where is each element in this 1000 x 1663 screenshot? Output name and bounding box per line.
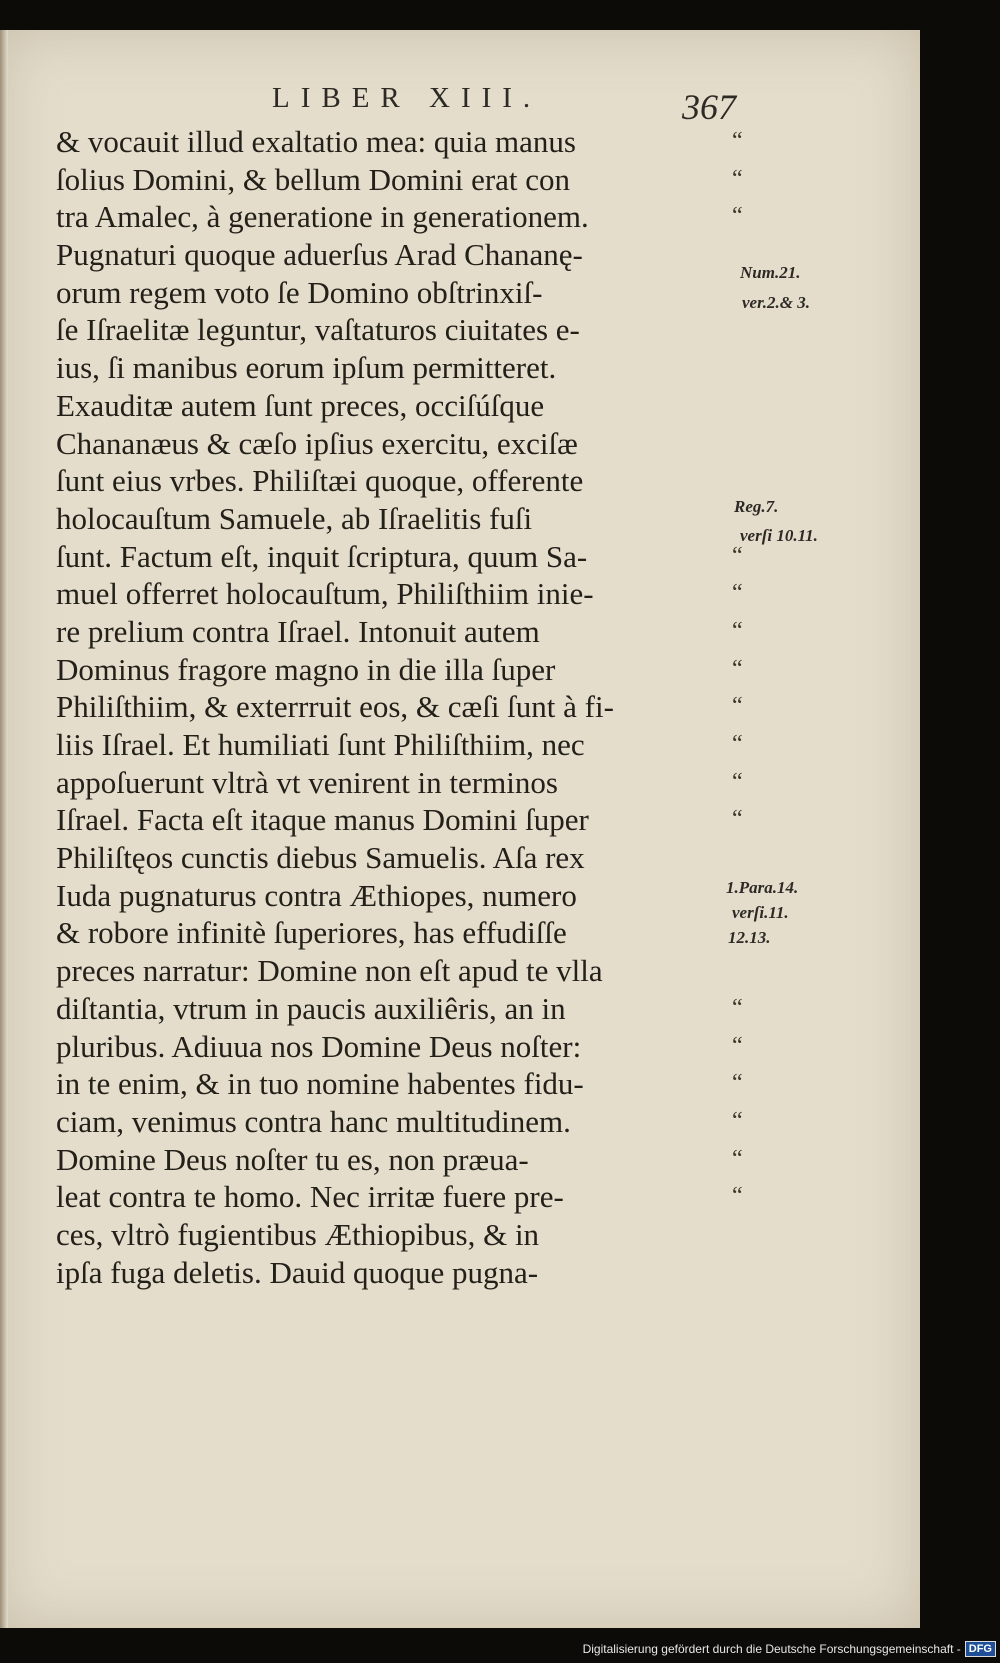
- line-text: Chananæus & cæſo ipſius exercitu, exciſæ: [56, 425, 578, 461]
- line-text: ces, vltrò fugientibus Æthiopibus, & in: [56, 1216, 540, 1252]
- quote-mark: “: [732, 203, 743, 230]
- marginal-gloss: 12.13.: [728, 928, 771, 947]
- quote-mark: “: [732, 617, 743, 644]
- line-text: diſtantia, vtrum in paucis auxiliêris, an in: [56, 990, 566, 1026]
- quote-mark: “: [732, 806, 743, 833]
- body-text: [56, 123, 756, 1291]
- quote-mark: “: [732, 1145, 743, 1172]
- quote-mark: “: [732, 994, 743, 1021]
- line-text: & robore infinitè ſuperiores, has effudiſſe: [56, 915, 567, 951]
- digitization-credit: [583, 1639, 996, 1659]
- page-header: [0, 82, 1000, 126]
- line-text: liis Iſrael. Et humiliati ſunt Philiſthiim, nec: [56, 727, 585, 762]
- line-text: in te enim, & in tuo nomine habentes fidu-: [56, 1066, 584, 1102]
- running-head: LIBER XIII.: [272, 82, 542, 114]
- line-text: holocauſtum Samuele, ab Iſraelitis fuſi: [56, 500, 533, 536]
- line-text: Pugnaturi quoque aduerſus Arad Chananę-: [56, 237, 583, 273]
- marginal-gloss: Num.21.: [740, 263, 801, 282]
- marginal-gloss: verſi 10.11.: [740, 526, 818, 545]
- quote-mark: “: [732, 1183, 743, 1210]
- line-text: ius, ſi manibus eorum ipſum permitteret.: [56, 350, 557, 386]
- line-text: preces narratur: Domine non eſt apud te vlla: [56, 953, 603, 989]
- line-text: Domine Deus noſter tu es, non præua-: [56, 1141, 529, 1177]
- page-edge: [0, 30, 8, 1628]
- text-line: [56, 462, 756, 500]
- quote-mark: “: [732, 542, 743, 569]
- line-text: Philiſtęos cunctis diebus Samuelis. Aſa rex: [56, 840, 585, 876]
- line-text: Philiſthiim, & exterrruit eos, & cæſi ſunt à fi-: [56, 689, 614, 725]
- marginal-gloss: 1.Para.14.: [726, 878, 799, 897]
- quote-mark: “: [732, 768, 743, 795]
- text-line: [56, 425, 756, 463]
- line-text: ciam, venimus contra hanc multitudinem.: [56, 1103, 571, 1139]
- line-text: ſunt. Factum eſt, inquit ſcriptura, quum Sa-: [56, 538, 588, 574]
- text-line: [56, 311, 756, 349]
- line-text: muel offerret holocauſtum, Philiſthiim inie-: [56, 576, 594, 612]
- text-line: [56, 123, 756, 161]
- line-text: appoſuerunt vltrà vt venirent in terminos: [56, 764, 558, 800]
- quote-mark: “: [732, 655, 743, 682]
- text-line: [56, 575, 756, 613]
- text-line: [56, 161, 756, 199]
- line-text: ſe Iſraelitæ leguntur, vaſtaturos ciuitates e-: [56, 312, 580, 348]
- text-line: [56, 801, 756, 839]
- line-text: leat contra te homo. Nec irritæ fuere pre-: [56, 1179, 564, 1215]
- text-line: [56, 990, 756, 1028]
- quote-mark: “: [732, 165, 743, 192]
- text-line: [56, 914, 756, 952]
- text-line: [56, 349, 756, 387]
- text-line: [56, 877, 756, 915]
- line-text: re prelium contra Iſrael. Intonuit autem: [56, 613, 540, 649]
- marginal-gloss: verſi.11.: [732, 903, 789, 922]
- quote-mark: “: [732, 731, 743, 757]
- line-text: orum regem voto ſe Domino obſtrinxiſ-: [56, 274, 543, 310]
- text-line: [56, 1103, 756, 1141]
- text-line: [56, 1178, 756, 1216]
- text-line: [56, 1028, 756, 1066]
- line-text: Exauditæ autem ſunt preces, occiſúſque: [56, 387, 545, 423]
- text-line: [56, 839, 756, 877]
- text-line: [56, 764, 756, 802]
- marginal-gloss: ver.2.& 3.: [742, 293, 810, 312]
- quote-mark: “: [732, 128, 743, 154]
- text-line: [56, 500, 756, 538]
- text-line: [56, 538, 756, 576]
- line-text: Iſrael. Facta eſt itaque manus Domini ſuper: [56, 802, 589, 838]
- text-line: [56, 198, 756, 236]
- text-line: [56, 613, 756, 651]
- quote-mark: “: [732, 1107, 743, 1134]
- quote-mark: “: [732, 693, 743, 720]
- line-text: & vocauit illud exaltatio mea: quia manus: [56, 124, 576, 159]
- quote-mark: “: [732, 580, 743, 607]
- text-line: [56, 274, 756, 312]
- line-text: ipſa fuga deletis. Dauid quoque pugna-: [56, 1254, 539, 1290]
- line-text: pluribus. Adiuua nos Domine Deus noſter:: [56, 1028, 582, 1064]
- text-line: [56, 726, 756, 764]
- marginal-gloss: Reg.7.: [734, 497, 779, 516]
- dfg-logo: DFG: [965, 1641, 996, 1657]
- line-text: ſunt eius vrbes. Philiſtæi quoque, offerente: [56, 463, 584, 499]
- text-line: [56, 1254, 756, 1292]
- text-line: [56, 651, 756, 689]
- page-number: 367: [682, 87, 736, 127]
- quote-mark: “: [732, 1070, 743, 1097]
- text-line: [56, 1065, 756, 1103]
- text-line: [56, 688, 756, 726]
- line-text: tra Amalec, à generatione in generationem.: [56, 199, 589, 235]
- line-text: Iuda pugnaturus contra Æthiopes, numero: [56, 877, 577, 913]
- quote-mark: “: [732, 1032, 743, 1059]
- text-line: [56, 952, 756, 990]
- text-line: [56, 236, 756, 274]
- line-text: Dominus fragore magno in die illa ſuper: [56, 651, 556, 687]
- text-line: [56, 387, 756, 425]
- text-line: [56, 1141, 756, 1179]
- credit-text: Digitalisierung gefördert durch die Deutsche Forschungsgemeinschaft -: [582, 1642, 961, 1656]
- text-line: [56, 1216, 756, 1254]
- line-text: ſolius Domini, & bellum Domini erat con: [56, 161, 571, 197]
